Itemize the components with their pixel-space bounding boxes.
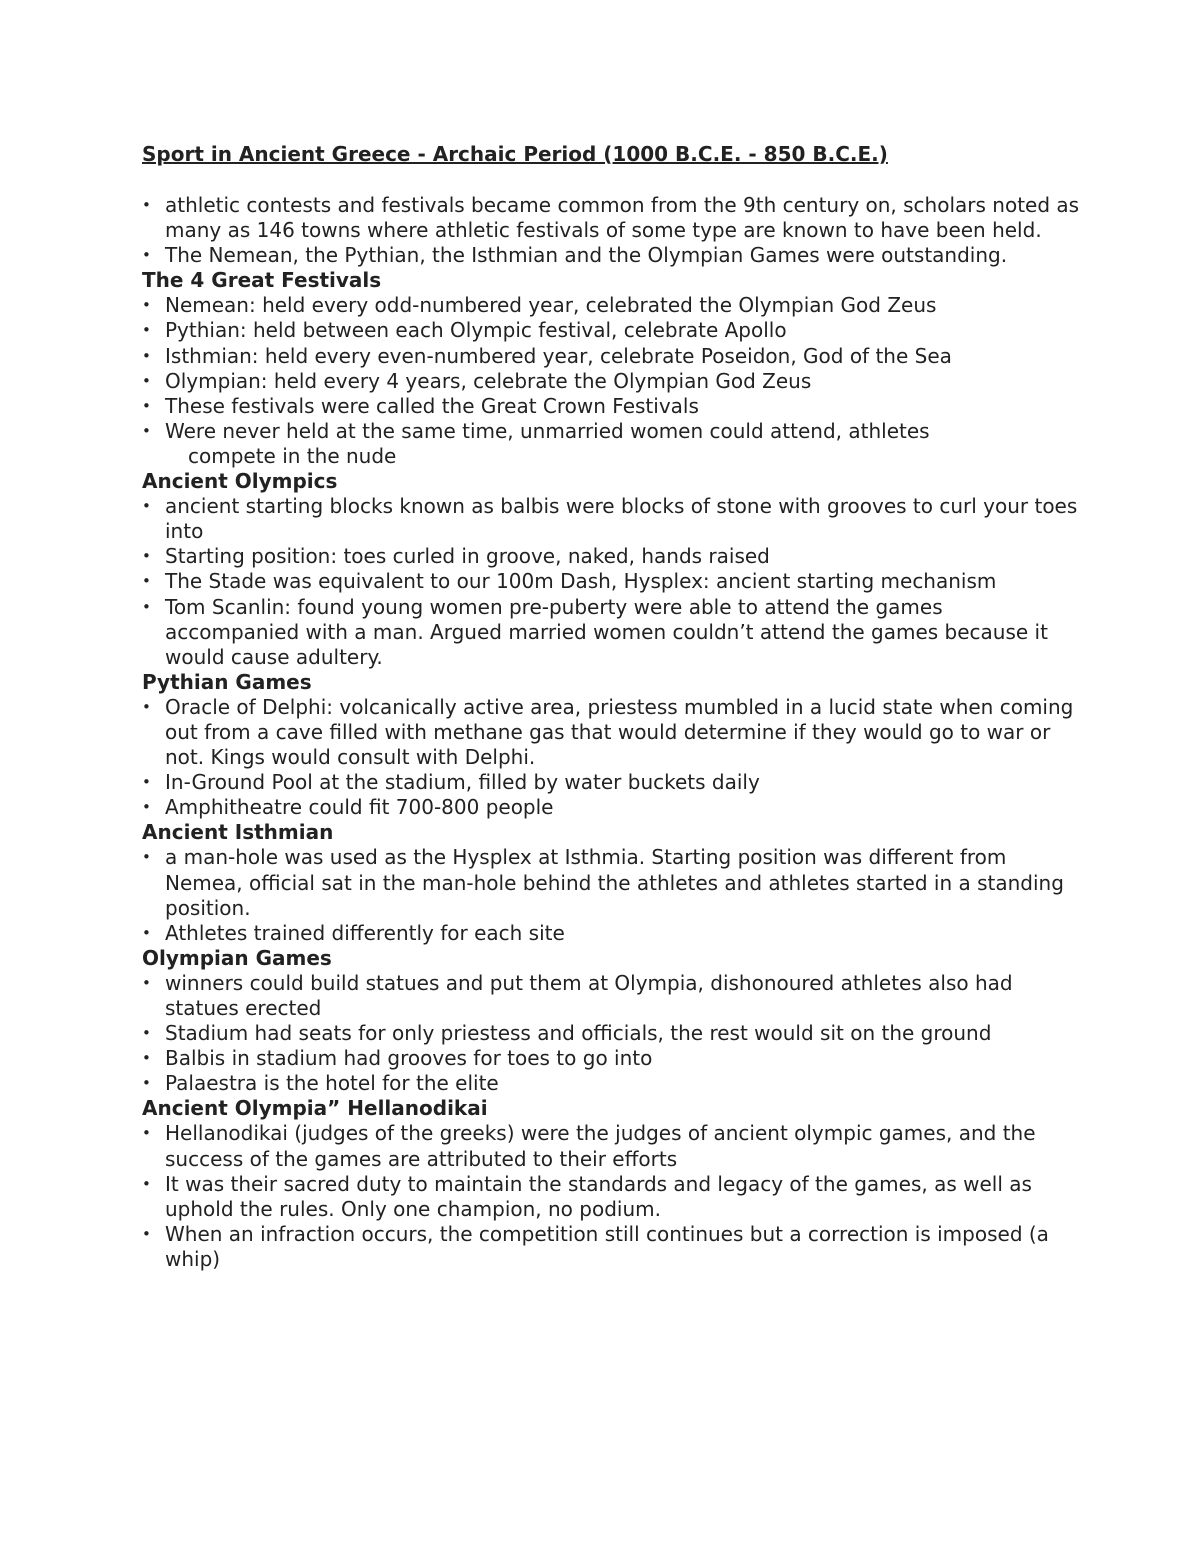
bullet-icon: • [142, 321, 151, 340]
list-item [142, 243, 1082, 268]
bullet-icon: • [142, 597, 151, 616]
bullet-icon: • [142, 1224, 151, 1243]
list-item-continuation: compete in the nude [188, 443, 397, 468]
bullet-icon: • [142, 773, 151, 792]
list-item-text: Oracle of Delphi: volcanically active area, priestess mumbled in a lucid state when coming out from a cave filled with methane gas that would determine if they would go to war or not. Kings would consult with Delphi. [165, 694, 1074, 770]
list-item-text: Stadium had seats for only priestess and officials, the rest would sit on the ground [165, 1021, 992, 1046]
list-item-text: Nemean: held every odd-numbered year, celebrated the Olympian God Zeus [165, 293, 937, 318]
list-item-text: Olympian: held every 4 years, celebrate the Olympian God Zeus [165, 368, 812, 393]
list-item [142, 795, 1082, 820]
list-item-text: The Nemean, the Pythian, the Isthmian and the Olympian Games were outstanding. [165, 243, 1008, 268]
bullet-icon: • [142, 196, 151, 214]
bullet-icon: • [142, 246, 151, 265]
list-item [142, 921, 1082, 946]
list-item [142, 1071, 1082, 1096]
list-item [142, 193, 1082, 243]
list-item-text: Balbis in stadium had grooves for toes to go into [165, 1046, 653, 1071]
list-item [142, 971, 1082, 1021]
bullet-icon: • [142, 1174, 151, 1193]
list-item [142, 344, 1082, 369]
list-item [142, 494, 1082, 544]
section-list [142, 845, 1082, 945]
list-item-text: These festivals were called the Great Crown Festivals [165, 393, 699, 418]
list-item-text: a man-hole was used as the Hysplex at Isthmia. Starting position was different from Nemea, official sat in the man-hole behind the athletes and athletes started in a standing position. [165, 845, 1064, 920]
section-list [142, 494, 1082, 670]
section-list [142, 695, 1082, 820]
section-heading: Olympian Games [142, 945, 332, 970]
section-heading: The 4 Great Festivals [142, 268, 382, 293]
list-item-text: In-Ground Pool at the stadium, filled by water buckets daily [165, 770, 760, 795]
bullet-icon: • [142, 421, 151, 440]
bullet-icon: • [142, 923, 151, 942]
bullet-icon: • [142, 1124, 151, 1143]
list-item [142, 394, 1082, 419]
intro-list [142, 193, 1082, 268]
list-item [142, 595, 1082, 670]
list-item-text: Starting position: toes curled in groove, naked, hands raised [165, 544, 770, 569]
bullet-icon: • [142, 697, 151, 716]
list-item-text: athletic contests and festivals became common from the 9th century on, scholars noted as many as 146 towns where athletic festivals of some type are known to have been held. [165, 193, 1080, 243]
bullet-icon: • [142, 547, 151, 566]
section-heading: Ancient Olympics [142, 469, 338, 494]
list-item [142, 845, 1082, 920]
bullet-icon: • [142, 371, 151, 390]
section-list [142, 971, 1082, 1096]
list-item [142, 1046, 1082, 1071]
list-item-text: The Stade was equivalent to our 100m Dash, Hysplex: ancient starting mechanism [165, 569, 997, 594]
section-heading: Pythian Games [142, 669, 312, 694]
list-item-text: It was their sacred duty to maintain the standards and legacy of the games, as well as uphold the rules. Only one champion, no podium. [165, 1171, 1032, 1221]
bullet-icon: • [142, 572, 151, 591]
list-item [142, 1172, 1082, 1222]
bullet-icon: • [142, 296, 151, 315]
list-item [142, 544, 1082, 569]
list-item-text: Tom Scanlin: found young women pre-puberty were able to attend the games accompanied with a man. Argued married women couldn’t attend the games because it would cause adultery. [165, 594, 1048, 669]
list-item-text: Hellanodikai (judges of the greeks) were the judges of ancient olympic games, and the success of the games are attributed to their efforts [165, 1121, 1036, 1171]
document-page [142, 140, 1082, 1272]
bullet-icon: • [142, 973, 151, 992]
list-item-text: ancient starting blocks known as balbis were blocks of stone with grooves to curl your toes into [165, 494, 1078, 544]
bullet-icon: • [142, 396, 151, 415]
list-item [142, 318, 1082, 343]
bullet-icon: • [142, 848, 151, 867]
section-heading: Ancient Olympia” Hellanodikai [142, 1096, 488, 1121]
list-item [142, 569, 1082, 594]
list-item [142, 1021, 1082, 1046]
list-item [142, 770, 1082, 795]
list-item-text: Were never held at the same time, unmarried women could attend, athletes [165, 418, 930, 443]
list-item-text: Palaestra is the hotel for the elite [165, 1071, 499, 1096]
list-item-text: Isthmian: held every even-numbered year, celebrate Poseidon, God of the Sea [165, 343, 952, 368]
bullet-icon: • [142, 497, 151, 516]
section-list [142, 293, 1082, 469]
bullet-icon: • [142, 798, 151, 817]
bullet-icon: • [142, 1049, 151, 1068]
list-item-text: winners could build statues and put them at Olympia, dishonoured athletes also had statues erected [165, 970, 1013, 1020]
list-item [142, 293, 1082, 318]
list-item-text: When an infraction occurs, the competition still continues but a correction is imposed (a whip) [165, 1221, 1049, 1271]
section-heading: Ancient Isthmian [142, 820, 334, 845]
list-item-text: Athletes trained differently for each site [165, 920, 565, 945]
page-title: Sport in Ancient Greece - Archaic Period (1000 B.C.E. - 850 B.C.E.) [142, 142, 888, 166]
bullet-icon: • [142, 346, 151, 365]
section-list [142, 1121, 1082, 1272]
bullet-icon: • [142, 1074, 151, 1093]
list-item [142, 1121, 1082, 1171]
list-item [142, 695, 1082, 770]
list-item [142, 419, 1082, 469]
list-item [142, 1222, 1082, 1272]
list-item-text: Pythian: held between each Olympic festival, celebrate Apollo [165, 318, 787, 343]
bullet-icon: • [142, 1024, 151, 1043]
list-item-text: Amphitheatre could fit 700-800 people [165, 795, 554, 820]
list-item [142, 369, 1082, 394]
